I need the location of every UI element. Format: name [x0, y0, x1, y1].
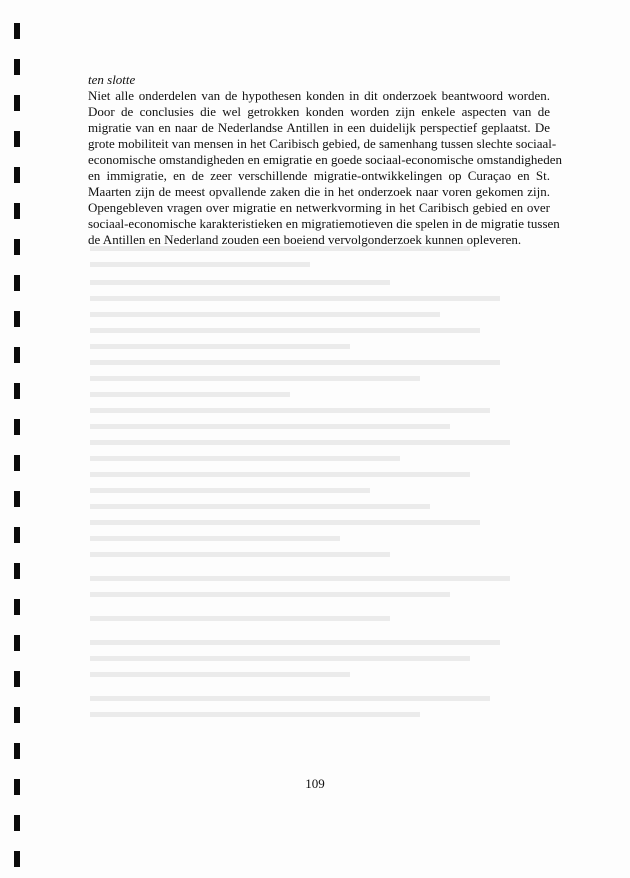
paragraph-line: en immigratie, en de zeer verschillende migratie-ontwikkelingen op Curaçao en St.	[88, 168, 550, 183]
bleed-through-texture	[80, 240, 600, 730]
paragraph-line: Niet alle onderdelen van de hypothesen konden in dit onderzoek beantwoord worden.	[88, 88, 550, 103]
paragraph-line: de Antillen en Nederland zouden een boeiend vervolgonderzoek kunnen opleveren.	[88, 232, 522, 247]
section-heading: ten slotte	[88, 72, 136, 87]
paragraph-line: economische omstandigheden en emigratie en goede sociaal-economische omstandigheden	[88, 152, 562, 167]
paragraph-line: sociaal-economische karakteristieken en migratiemotieven die spelen in de migratie tussen	[88, 216, 560, 231]
body-paragraph	[88, 88, 562, 248]
binding-holes	[14, 0, 24, 878]
paragraph-line: grote mobiliteit van mensen in het Caribisch gebied, de samenhang tussen slechte sociaal-	[88, 136, 557, 151]
page-number: 109	[305, 776, 325, 791]
paragraph-line: Door de conclusies die wel getrokken konden worden zijn enkele aspecten van de	[88, 104, 550, 119]
paragraph-line: Maarten zijn de meest opvallende zaken die in het onderzoek naar voren gekomen zijn.	[88, 184, 550, 199]
main-text-block	[88, 72, 562, 248]
paragraph-line: migratie van en naar de Nederlandse Antillen in een duidelijk perspectief geplaatst. De	[88, 120, 550, 135]
paragraph-line: Opengebleven vragen over migratie en netwerkvorming in het Caribisch gebied en over	[88, 200, 550, 215]
